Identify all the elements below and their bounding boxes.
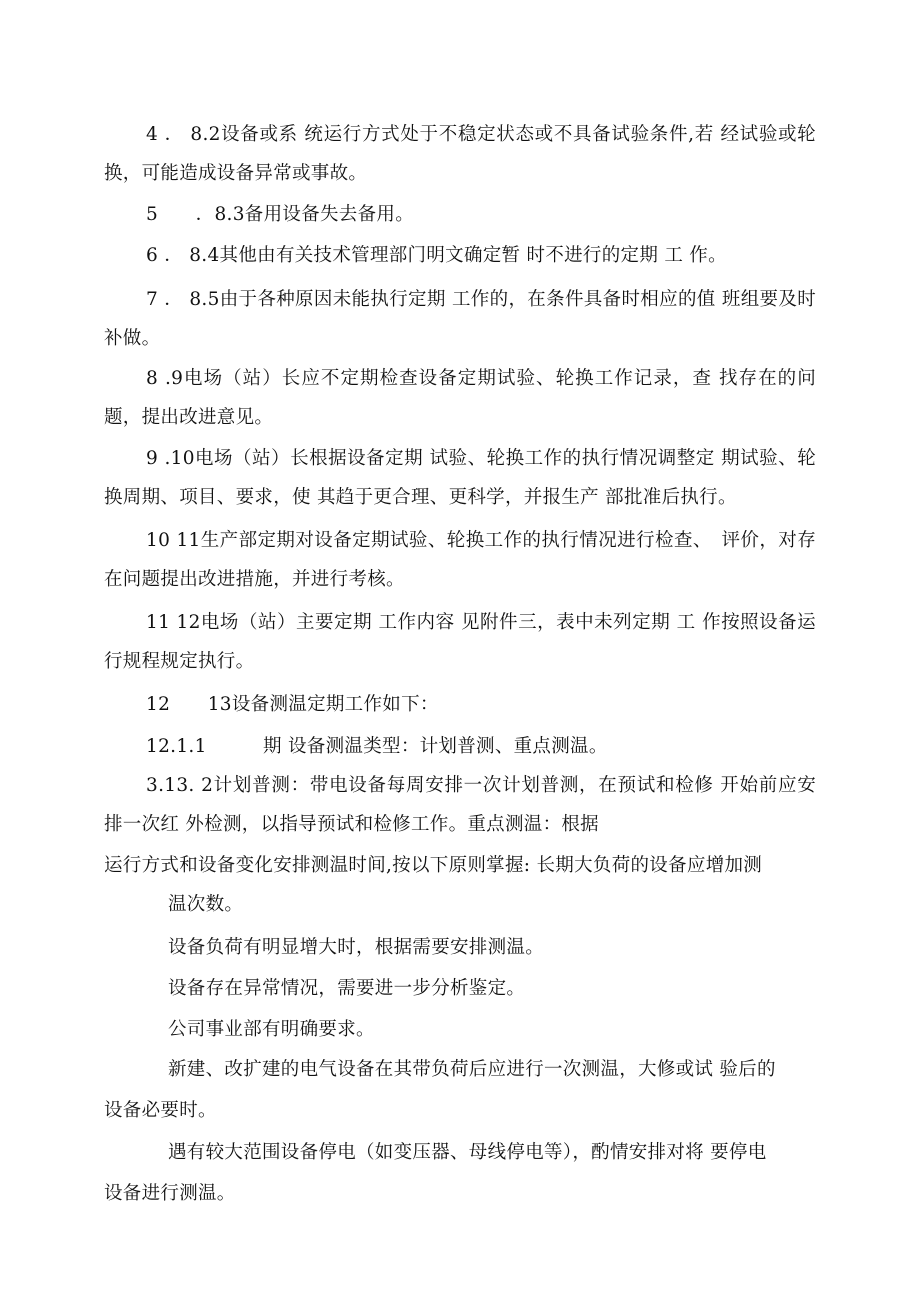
paragraph-operation-mode-line: 运行方式和设备变化安排测温时间,按以下原则掌握: 长期大负荷的设备应增加测: [104, 855, 763, 876]
item-large-outage-cont: 设备进行测温。: [104, 1183, 236, 1204]
paragraph-9-10: 9 .10电场（站）长根据设备定期 试验、轮换工作的执行情况调整定 期试验、轮换周期、项目、要求，使 其趋于更合理、更科学，并报生产 部批准后执行。: [104, 448, 816, 508]
paragraph-5-8-3: 5 ．8.3备用设备失去备用。: [146, 204, 414, 225]
item-abnormal-condition: 设备存在异常情况，需要进一步分析鉴定。: [168, 978, 526, 999]
item-new-equipment: 新建、改扩建的电气设备在其带负荷后应进行一次测温，大修或试 验后的: [168, 1059, 776, 1080]
item-new-equipment-cont: 设备必要时。: [104, 1100, 217, 1121]
paragraph-12-1-1: 12.1.1 期 设备测温类型：计划普测、重点测温。: [146, 736, 608, 757]
paragraph-8-9: 8 .9电场（站）长应不定期检查设备定期试验、轮换工作记录，查 找存在的问题，提出改进意见。: [104, 368, 816, 428]
paragraph-6-8-4: 6 ． 8.4其他由有关技术管理部门明文确定暂 时不进行的定期 工 作。: [146, 245, 727, 266]
paragraph-11-12: 11 12电场（站）主要定期 工作内容 见附件三，表中未列定期 工 作按照设备运行规程规定执行。: [104, 612, 816, 672]
item-large-outage: 遇有较大范围设备停电（如变压器、母线停电等），酌情安排对将 要停电: [168, 1142, 767, 1163]
paragraph-12-13: 12 13设备测温定期工作如下：: [146, 694, 439, 715]
paragraph-10-11: 10 11生产部定期对设备定期试验、轮换工作的执行情况进行检查、 评价，对存在问题提出改进措施，并进行考核。: [104, 530, 816, 590]
paragraph-7-8-5: 7 ． 8.5由于各种原因未能执行定期 工作的，在条件具备时相应的值 班组要及时补做。: [104, 289, 816, 349]
item-company-requirement: 公司事业部有明确要求。: [168, 1019, 375, 1040]
item-load-increase: 设备负荷有明显增大时，根据需要安排测温。: [168, 937, 545, 958]
paragraph-4-8-2: 4 ． 8.2设备或系 统运行方式处于不稳定状态或不具备试验条件,若 经试验或轮换，可能造成设备异常或事故。: [104, 124, 816, 184]
paragraph-3-13-2: 3.13. 2计划普测：带电设备每周安排一次计划普测，在预试和检修 开始前应安排一次红 外检测，以指导预试和检修工作。重点测温：根据: [104, 775, 816, 835]
paragraph-operation-mode-cont: 温次数。: [168, 894, 244, 915]
